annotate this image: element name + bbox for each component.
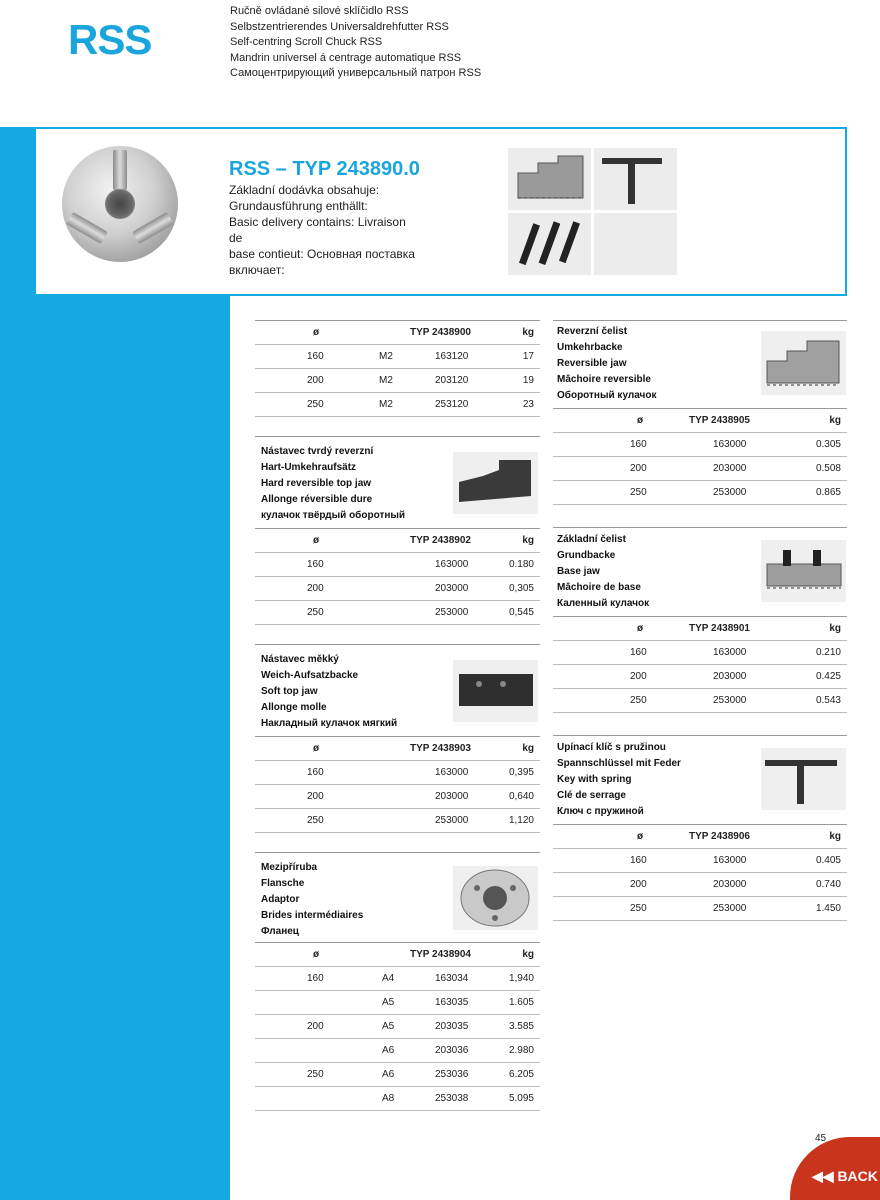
col-diameter: ø xyxy=(637,623,644,634)
cell: 200 xyxy=(307,583,324,594)
cell: 0.425 xyxy=(815,671,841,682)
table-row xyxy=(255,1087,540,1111)
table-2438905 xyxy=(553,408,847,505)
table-row xyxy=(553,641,847,665)
cell: 0,305 xyxy=(508,583,534,594)
table-row xyxy=(255,577,540,601)
cell: 5.095 xyxy=(508,1093,534,1104)
table-row xyxy=(255,967,540,991)
chuck-hub xyxy=(105,189,135,219)
cell: 160 xyxy=(630,855,647,866)
cell: 200 xyxy=(307,1021,324,1032)
cell: 23 xyxy=(522,399,534,410)
section-name: Ключ с пружиной xyxy=(557,806,644,817)
table-header xyxy=(255,737,540,761)
rss-logo: RSS xyxy=(68,16,152,63)
section-name: Grundbacke xyxy=(557,550,616,561)
cell: 6.205 xyxy=(508,1069,534,1080)
cell: 1,120 xyxy=(508,815,534,826)
section-name: Фланец xyxy=(261,926,299,937)
table-2438906 xyxy=(553,824,847,921)
table-row xyxy=(255,1039,540,1063)
scroll-chuck-image xyxy=(62,146,178,262)
cell: 250 xyxy=(630,903,647,914)
col-typ: TYP 2438905 xyxy=(689,415,750,426)
section-divider xyxy=(255,436,540,437)
col-diameter: ø xyxy=(637,415,644,426)
table-row xyxy=(255,393,540,417)
cell: 250 xyxy=(307,607,324,618)
cell: 163000 xyxy=(713,647,747,658)
subtitle-line: Selbstzentrierendes Universaldrehfutter RSS xyxy=(230,20,449,33)
cell: 0.180 xyxy=(508,559,534,570)
cell: 17 xyxy=(522,351,534,362)
cell: 250 xyxy=(307,399,324,410)
delivery-text xyxy=(229,182,419,278)
key-thumbnail xyxy=(594,148,677,210)
cell: 200 xyxy=(307,375,324,386)
adaptor-flange-image xyxy=(453,866,538,930)
table-row xyxy=(553,849,847,873)
section-name: Spannschlüssel mit Feder xyxy=(557,758,681,769)
cell: 253000 xyxy=(435,607,469,618)
cell: 0,395 xyxy=(508,767,534,778)
table-row xyxy=(255,1063,540,1087)
subtitle-line: Самоцентрирующий универсальный патрон RSS xyxy=(230,67,482,79)
table-row xyxy=(255,601,540,625)
cell: 0,640 xyxy=(508,791,534,802)
table-row xyxy=(255,991,540,1015)
section-name: Adaptor xyxy=(261,894,300,905)
table-row xyxy=(255,345,540,369)
cell: 250 xyxy=(307,815,324,826)
section-name: Key with spring xyxy=(557,774,632,785)
page-number: 45 xyxy=(815,1133,827,1144)
section-name: Mezipříruba xyxy=(261,862,318,873)
cell: 250 xyxy=(307,1069,324,1080)
cell: M2 xyxy=(379,375,393,386)
cell: 203120 xyxy=(435,375,469,386)
delivery-line: включает: xyxy=(229,263,285,277)
back-text: BACK xyxy=(837,1168,878,1184)
cell: 163000 xyxy=(713,855,747,866)
col-typ: TYP 2438904 xyxy=(410,949,471,960)
cell: 253000 xyxy=(713,903,747,914)
cell: 1.450 xyxy=(815,903,841,914)
section-name: Каленный кулачок xyxy=(557,598,650,609)
product-title: RSS – TYP 243890.0 xyxy=(229,158,420,180)
section-name: Weich-Aufsatzbacke xyxy=(261,670,359,681)
subtitle-line: Self-centring Scroll Chuck RSS xyxy=(230,36,383,48)
table-row xyxy=(553,665,847,689)
section-2438906-names xyxy=(557,740,757,820)
cell: 200 xyxy=(630,879,647,890)
cell: 203035 xyxy=(435,1021,469,1032)
section-name: Mâchoire reversible xyxy=(557,374,651,385)
table-header xyxy=(553,825,847,849)
section-name: Základní čelist xyxy=(557,534,626,545)
delivery-contents-images xyxy=(508,148,678,275)
cell: 0.305 xyxy=(815,439,841,450)
cell: 163120 xyxy=(435,351,469,362)
table-row xyxy=(553,873,847,897)
table-row xyxy=(255,761,540,785)
subtitle-line: Mandrin universel á centrage automatique RSS xyxy=(230,51,462,64)
delivery-line: Základní dodávka obsahuje: xyxy=(229,183,380,197)
cell: 203000 xyxy=(435,583,469,594)
cell: 0.508 xyxy=(815,463,841,474)
section-2438902-names xyxy=(261,444,461,524)
cell: 253000 xyxy=(435,815,469,826)
col-typ: TYP 2438903 xyxy=(410,743,471,754)
section-divider xyxy=(255,852,540,853)
table-header xyxy=(255,943,540,967)
table-row xyxy=(553,897,847,921)
cell: 200 xyxy=(630,671,647,682)
subtitle-line: Ručně ovládané silové sklíčidlo RSS xyxy=(230,5,409,17)
section-name: Накладный кулачок мягкий xyxy=(261,718,398,729)
cell: 2.980 xyxy=(508,1045,534,1056)
table-row xyxy=(553,481,847,505)
section-name: Nástavec měkký xyxy=(261,654,339,665)
base-jaw-image xyxy=(761,540,846,602)
table-row xyxy=(255,785,540,809)
table-2438902 xyxy=(255,528,540,625)
col-kg: kg xyxy=(829,623,841,634)
cell: A6 xyxy=(382,1045,395,1056)
delivery-line: base contieut: Основная поставка xyxy=(229,247,415,261)
col-diameter: ø xyxy=(313,949,320,960)
section-name: Nástavec tvrdý reverzní xyxy=(261,446,374,457)
cell: 160 xyxy=(630,439,647,450)
section-name: Hart-Umkehraufsätz xyxy=(261,462,357,473)
cell: 203000 xyxy=(713,879,747,890)
section-name: Flansche xyxy=(261,878,305,889)
cell: A8 xyxy=(382,1093,395,1104)
section-name: Upínací klíč s pružinou xyxy=(557,742,666,753)
col-typ: TYP 2438902 xyxy=(410,535,471,546)
col-kg: kg xyxy=(522,949,534,960)
table-header xyxy=(553,617,847,641)
col-diameter: ø xyxy=(313,743,320,754)
section-name: Brides intermédiaires xyxy=(261,910,364,921)
section-2438904-names xyxy=(261,860,461,940)
reversible-jaw-image xyxy=(761,331,846,395)
cell: 0,545 xyxy=(508,607,534,618)
cell: 203000 xyxy=(435,791,469,802)
table-2438903 xyxy=(255,736,540,833)
cell: 163034 xyxy=(435,973,469,984)
cell: 163000 xyxy=(713,439,747,450)
table-row xyxy=(255,553,540,577)
table-header xyxy=(553,409,847,433)
section-divider xyxy=(255,644,540,645)
cell: 200 xyxy=(630,463,647,474)
section-divider xyxy=(553,735,847,736)
chuck-jaw xyxy=(113,150,127,190)
cell: 203000 xyxy=(713,463,747,474)
table-header xyxy=(255,529,540,553)
cell: 253000 xyxy=(713,695,747,706)
col-diameter: ø xyxy=(637,831,644,842)
cell: M2 xyxy=(379,351,393,362)
cell: 203000 xyxy=(713,671,747,682)
section-divider xyxy=(553,527,847,528)
col-kg: kg xyxy=(522,327,534,338)
cell: M2 xyxy=(379,399,393,410)
col-typ: TYP 2438900 xyxy=(410,327,471,338)
cell: 3.585 xyxy=(508,1021,534,1032)
section-2438903-names xyxy=(261,652,461,732)
cell: 160 xyxy=(307,973,324,984)
col-kg: kg xyxy=(522,535,534,546)
table-row xyxy=(553,457,847,481)
table-row xyxy=(255,1015,540,1039)
cell: 0.543 xyxy=(815,695,841,706)
chuck-key-image xyxy=(761,748,846,810)
table-2438900 xyxy=(255,320,540,417)
section-name: Mâchoire de base xyxy=(557,582,641,593)
col-kg: kg xyxy=(829,831,841,842)
table-2438904 xyxy=(255,942,540,1111)
section-name: Soft top jaw xyxy=(261,686,318,697)
section-name: Umkehrbacke xyxy=(557,342,623,353)
section-name: Allonge molle xyxy=(261,702,327,713)
col-typ: TYP 2438901 xyxy=(689,623,750,634)
cell: 250 xyxy=(630,695,647,706)
section-2438905-names xyxy=(557,324,757,404)
cell: A4 xyxy=(382,973,395,984)
cell: 0.405 xyxy=(815,855,841,866)
section-name: Оборотный кулачок xyxy=(557,390,657,401)
section-name: Base jaw xyxy=(557,566,600,577)
header-subtitles xyxy=(230,4,481,82)
cell: 163000 xyxy=(435,559,469,570)
cell: 1.605 xyxy=(508,997,534,1008)
section-2438901-names xyxy=(557,532,757,612)
cell: 253036 xyxy=(435,1069,469,1080)
table-2438901 xyxy=(553,616,847,713)
delivery-line: Basic delivery contains: Livraison de xyxy=(229,215,406,245)
cell: 250 xyxy=(630,487,647,498)
cell: 253038 xyxy=(435,1093,469,1104)
table-row xyxy=(255,369,540,393)
delivery-line: Grundausführung enthällt: xyxy=(229,199,368,213)
col-kg: kg xyxy=(522,743,534,754)
soft-top-jaw-image xyxy=(453,660,538,722)
col-kg: kg xyxy=(829,415,841,426)
col-diameter: ø xyxy=(313,327,320,338)
section-name: Reversible jaw xyxy=(557,358,627,369)
double-chevron-left-icon: ◀◀ xyxy=(812,1168,834,1184)
cell: 160 xyxy=(307,767,324,778)
table-header xyxy=(255,321,540,345)
cell: 163035 xyxy=(435,997,469,1008)
section-name: Reverzní čelist xyxy=(557,326,628,337)
cell: 1,940 xyxy=(508,973,534,984)
cell: 253000 xyxy=(713,487,747,498)
cell: 160 xyxy=(307,559,324,570)
cell: 19 xyxy=(522,375,534,386)
cell: 0.740 xyxy=(815,879,841,890)
back-button-label[interactable] xyxy=(812,1168,878,1185)
jaw-thumbnail xyxy=(508,148,591,210)
cell: 200 xyxy=(307,791,324,802)
section-name: Allonge réversible dure xyxy=(261,494,373,505)
section-divider xyxy=(553,320,847,321)
section-name: кулачок твёрдый оборотный xyxy=(261,510,406,521)
cell: 160 xyxy=(630,647,647,658)
cell: 203036 xyxy=(435,1045,469,1056)
cell: A5 xyxy=(382,1021,395,1032)
table-row xyxy=(255,809,540,833)
cell: A5 xyxy=(382,997,395,1008)
cell: 160 xyxy=(307,351,324,362)
bolts-thumbnail xyxy=(508,213,591,275)
cell: A6 xyxy=(382,1069,395,1080)
section-name: Clé de serrage xyxy=(557,790,626,801)
col-diameter: ø xyxy=(313,535,320,546)
col-typ: TYP 2438906 xyxy=(689,831,750,842)
cell: 0.865 xyxy=(815,487,841,498)
cell: 253120 xyxy=(435,399,469,410)
section-name: Hard reversible top jaw xyxy=(261,478,372,489)
table-row xyxy=(553,433,847,457)
cell: 163000 xyxy=(435,767,469,778)
cell: 0.210 xyxy=(815,647,841,658)
empty-thumbnail xyxy=(594,213,677,275)
hard-top-jaw-image xyxy=(453,452,538,514)
table-row xyxy=(553,689,847,713)
